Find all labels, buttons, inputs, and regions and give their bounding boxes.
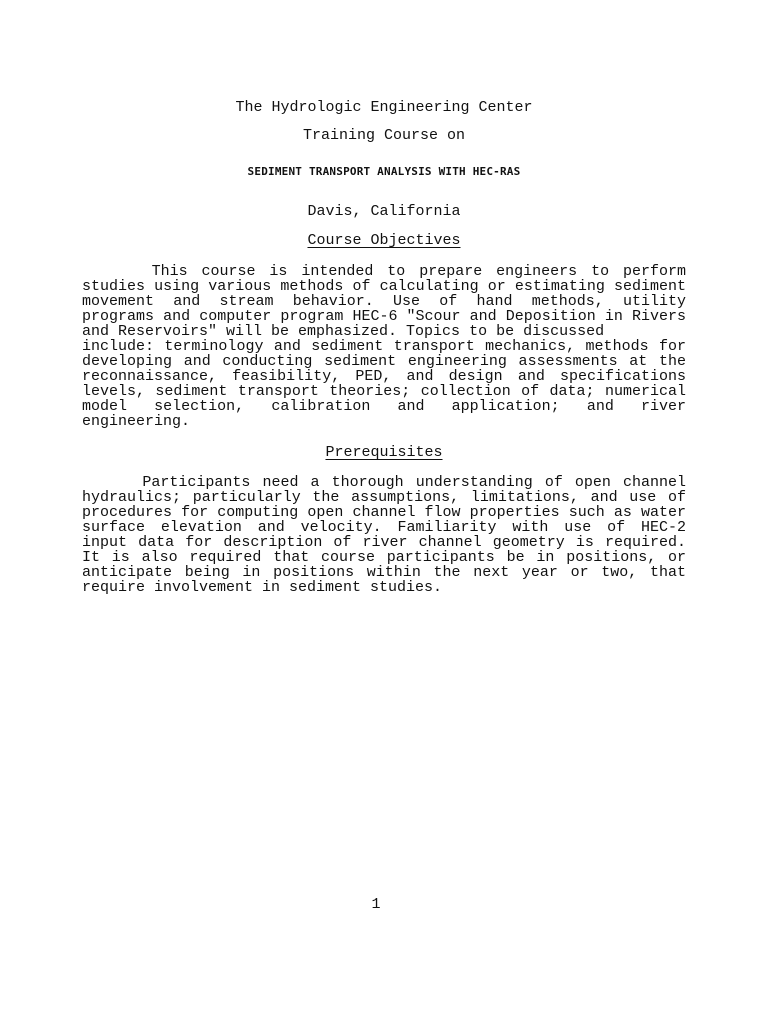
objectives-line: reconnaissance, feasibility, PED, and design and specifications <box>82 368 686 385</box>
course-title: SEDIMENT TRANSPORT ANALYSIS WITH HEC-RAS <box>247 165 521 178</box>
training-line: Training Course on <box>302 127 466 144</box>
objectives-line: studies using various methods of calculating or estimating sediment <box>82 278 686 295</box>
objectives-line: movement and stream behavior. Use of hand methods, utility <box>82 293 686 310</box>
objectives-line: engineering. <box>82 413 191 430</box>
objectives-line: This course is intended to prepare engineers to perform <box>82 263 686 280</box>
prerequisites-heading-wrap <box>0 444 768 462</box>
prerequisites-line: It is also required that course participants be in positions, or <box>82 549 686 566</box>
prerequisites-line: require involvement in sediment studies. <box>82 579 443 596</box>
objectives-paragraph <box>82 264 686 429</box>
prerequisites-line: procedures for computing open channel flow properties such as water <box>82 504 686 521</box>
prerequisites-paragraph <box>82 475 686 595</box>
objectives-line: levels, sediment transport theories; collection of data; numerical <box>82 383 686 400</box>
prerequisites-line: anticipate being in positions within the next year or two, that <box>82 564 686 581</box>
prerequisites-line: input data for description of river channel geometry is required. <box>82 534 686 551</box>
objectives-line: programs and computer program HEC-6 "Scour and Deposition in Rivers <box>82 308 686 325</box>
prerequisites-line: hydraulics; particularly the assumptions, limitations, and use of <box>82 489 686 506</box>
prerequisites-line: Participants need a thorough understanding of open channel <box>82 474 686 491</box>
location: Davis, California <box>307 203 461 220</box>
page-number: 1 <box>371 896 381 913</box>
objectives-heading: Course Objectives <box>307 232 461 249</box>
objectives-line: include: terminology and sediment transport mechanics, methods for <box>82 338 686 355</box>
prerequisites-line: surface elevation and velocity. Familiarity with use of HEC-2 <box>82 519 686 536</box>
objectives-line: and Reservoirs" will be emphasized. Topics to be discussed <box>82 323 605 340</box>
objectives-line: developing and conducting sediment engineering assessments at the <box>82 353 686 370</box>
prerequisites-heading: Prerequisites <box>325 444 443 461</box>
objectives-line: model selection, calibration and application; and river <box>82 398 686 415</box>
organization-title: The Hydrologic Engineering Center <box>235 99 533 116</box>
objectives-heading-wrap <box>0 232 768 250</box>
